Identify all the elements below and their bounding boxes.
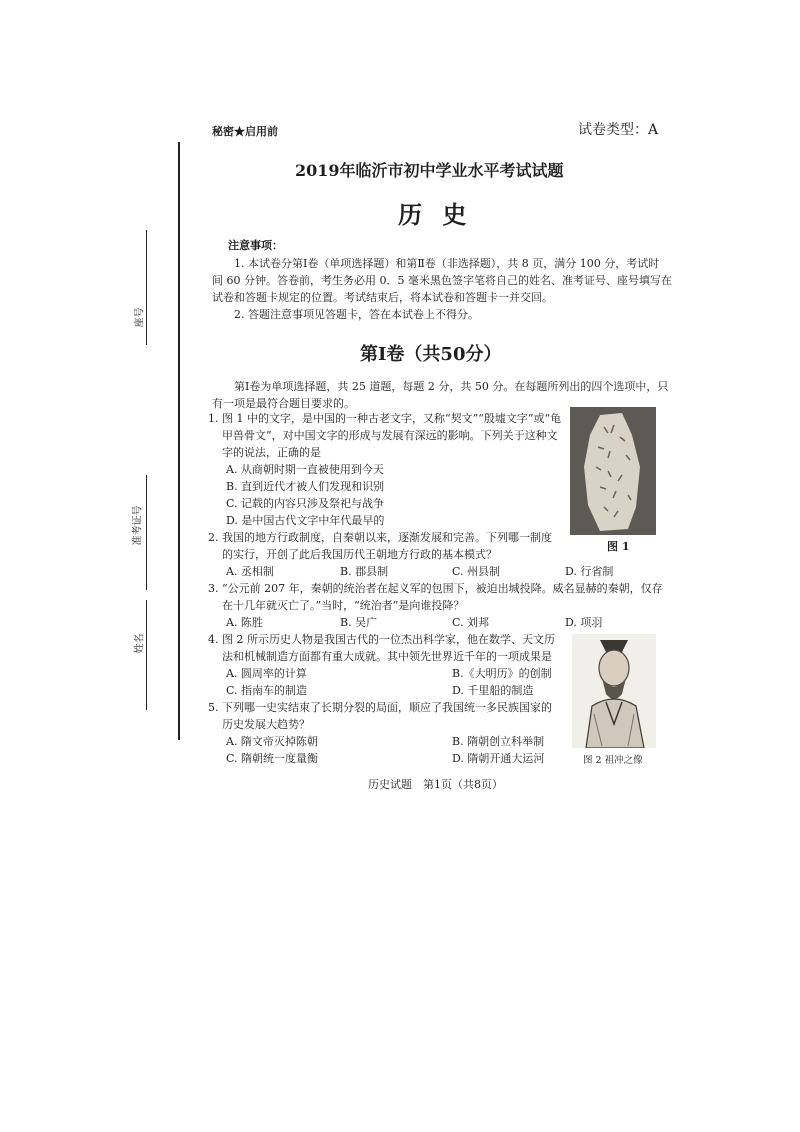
option: D. 千里船的制造 xyxy=(452,684,534,697)
option: A. 丞相制 xyxy=(226,565,274,578)
question-stem: 1. 图 1 中的文字，是中国的一种古老文字，又称“契文”“殷墟文字”或“龟 xyxy=(208,412,562,425)
option: A. 从商朝时期一直被使用到今天 xyxy=(226,463,384,476)
question-stem: 3. “公元前 207 年，秦朝的统治者在起义军的包围下，被迫出城投降。威名显赫的秦朝，仅存 xyxy=(208,582,663,595)
option: C. 刘邦 xyxy=(452,616,490,629)
oracle-bone-image xyxy=(570,407,656,535)
question-stem: 甲兽骨文”，对中国文字的形成与发展有深远的影响。下列关于这种文 xyxy=(222,429,558,442)
question-stem: 4. 图 2 所示历史人物是我国古代的一位杰出科学家，他在数学、天文历 xyxy=(208,633,555,646)
option: D. 项羽 xyxy=(565,616,603,629)
name-fill-line xyxy=(146,600,147,710)
notes-line: 试卷和答题卡规定的位置。考试结束后，将本试卷和答题卡一并交回。 xyxy=(212,291,553,304)
name-label: 姓名 xyxy=(134,633,146,654)
zu-chongzhi-portrait xyxy=(572,634,656,748)
option: A. 陈胜 xyxy=(226,616,263,629)
question-stem: 2. 我国的地方行政制度，自秦朝以来，逐渐发展和完善。下列哪一制度 xyxy=(208,531,552,544)
oracle-bone-icon xyxy=(570,407,656,535)
option: C. 州县制 xyxy=(452,565,501,578)
question-stem: 字的说法，正确的是 xyxy=(222,446,321,459)
option: C. 隋朝统一度量衡 xyxy=(226,752,319,765)
option: C. 指南车的制造 xyxy=(226,684,308,697)
ticket-fill-line xyxy=(146,475,147,590)
notes-line: 2. 答题注意事项见答题卡，答在本试卷上不得分。 xyxy=(234,308,479,321)
secret-label: 秘密★启用前 xyxy=(212,125,278,138)
question-stem: 在十几年就灭亡了。”当时，“统治者”是向谁投降？ xyxy=(222,599,465,612)
question-stem: 历史发展大趋势？ xyxy=(222,718,310,731)
paper-type-label: 试卷类型：A xyxy=(578,122,659,138)
section-intro: 第Ⅰ卷为单项选择题，共 25 道题，每题 2 分，共 50 分。在每题所列出的四个选项中，只 xyxy=(234,380,669,393)
option: C. 记载的内容只涉及祭祀与战争 xyxy=(226,497,385,510)
option: B. 郡县制 xyxy=(340,565,389,578)
portrait-icon xyxy=(572,634,656,748)
option: D. 隋朝开通大运河 xyxy=(452,752,545,765)
option: B. 吴广 xyxy=(340,616,378,629)
notes-line: 间 60 分钟。答卷前，考生务必用 0．5 毫米黑色签字笔将自己的姓名、准考证号、座号填写在 xyxy=(212,274,672,287)
option: B.《大明历》的创制 xyxy=(452,667,552,680)
figure-2-caption: 图 2 祖冲之像 xyxy=(583,755,643,766)
question-stem: 法和机械制造方面都有重大成就。其中领先世界近千年的一项成果是 xyxy=(222,650,552,663)
notes-line: 1. 本试卷分第Ⅰ卷（单项选择题）和第Ⅱ卷（非选择题），共 8 页，满分 100 分，考试时 xyxy=(234,257,660,270)
seat-label: 座号 xyxy=(134,307,146,328)
option: B. 隋朝创立科举制 xyxy=(452,735,545,748)
question-stem: 的实行，开创了此后我国历代王朝地方行政的基本模式？ xyxy=(222,548,497,561)
option: B. 直到近代才被人们发现和识别 xyxy=(226,480,385,493)
subject-title: 历 史 xyxy=(398,200,473,229)
option: D. 是中国古代文字中年代最早的 xyxy=(226,514,385,527)
option: A. 隋文帝灭掉陈朝 xyxy=(226,735,318,748)
margin-vertical-line xyxy=(178,142,180,740)
option: D. 行省制 xyxy=(565,565,614,578)
section-intro: 有一项是最符合题目要求的。 xyxy=(212,397,355,410)
section-title: 第Ⅰ卷（共50分） xyxy=(360,344,502,365)
seat-fill-line xyxy=(146,230,147,345)
option: A. 圆周率的计算 xyxy=(226,667,307,680)
notes-heading: 注意事项： xyxy=(228,239,283,252)
ticket-label: 准考证号 xyxy=(132,505,144,546)
question-stem: 5. 下列哪一史实结束了长期分裂的局面，顺应了我国统一多民族国家的 xyxy=(208,701,552,714)
page-footer: 历史试题 第1页（共8页） xyxy=(368,778,503,791)
figure-1-caption: 图 1 xyxy=(607,540,630,553)
exam-title: 2019年临沂市初中学业水平考试试题 xyxy=(295,161,564,180)
